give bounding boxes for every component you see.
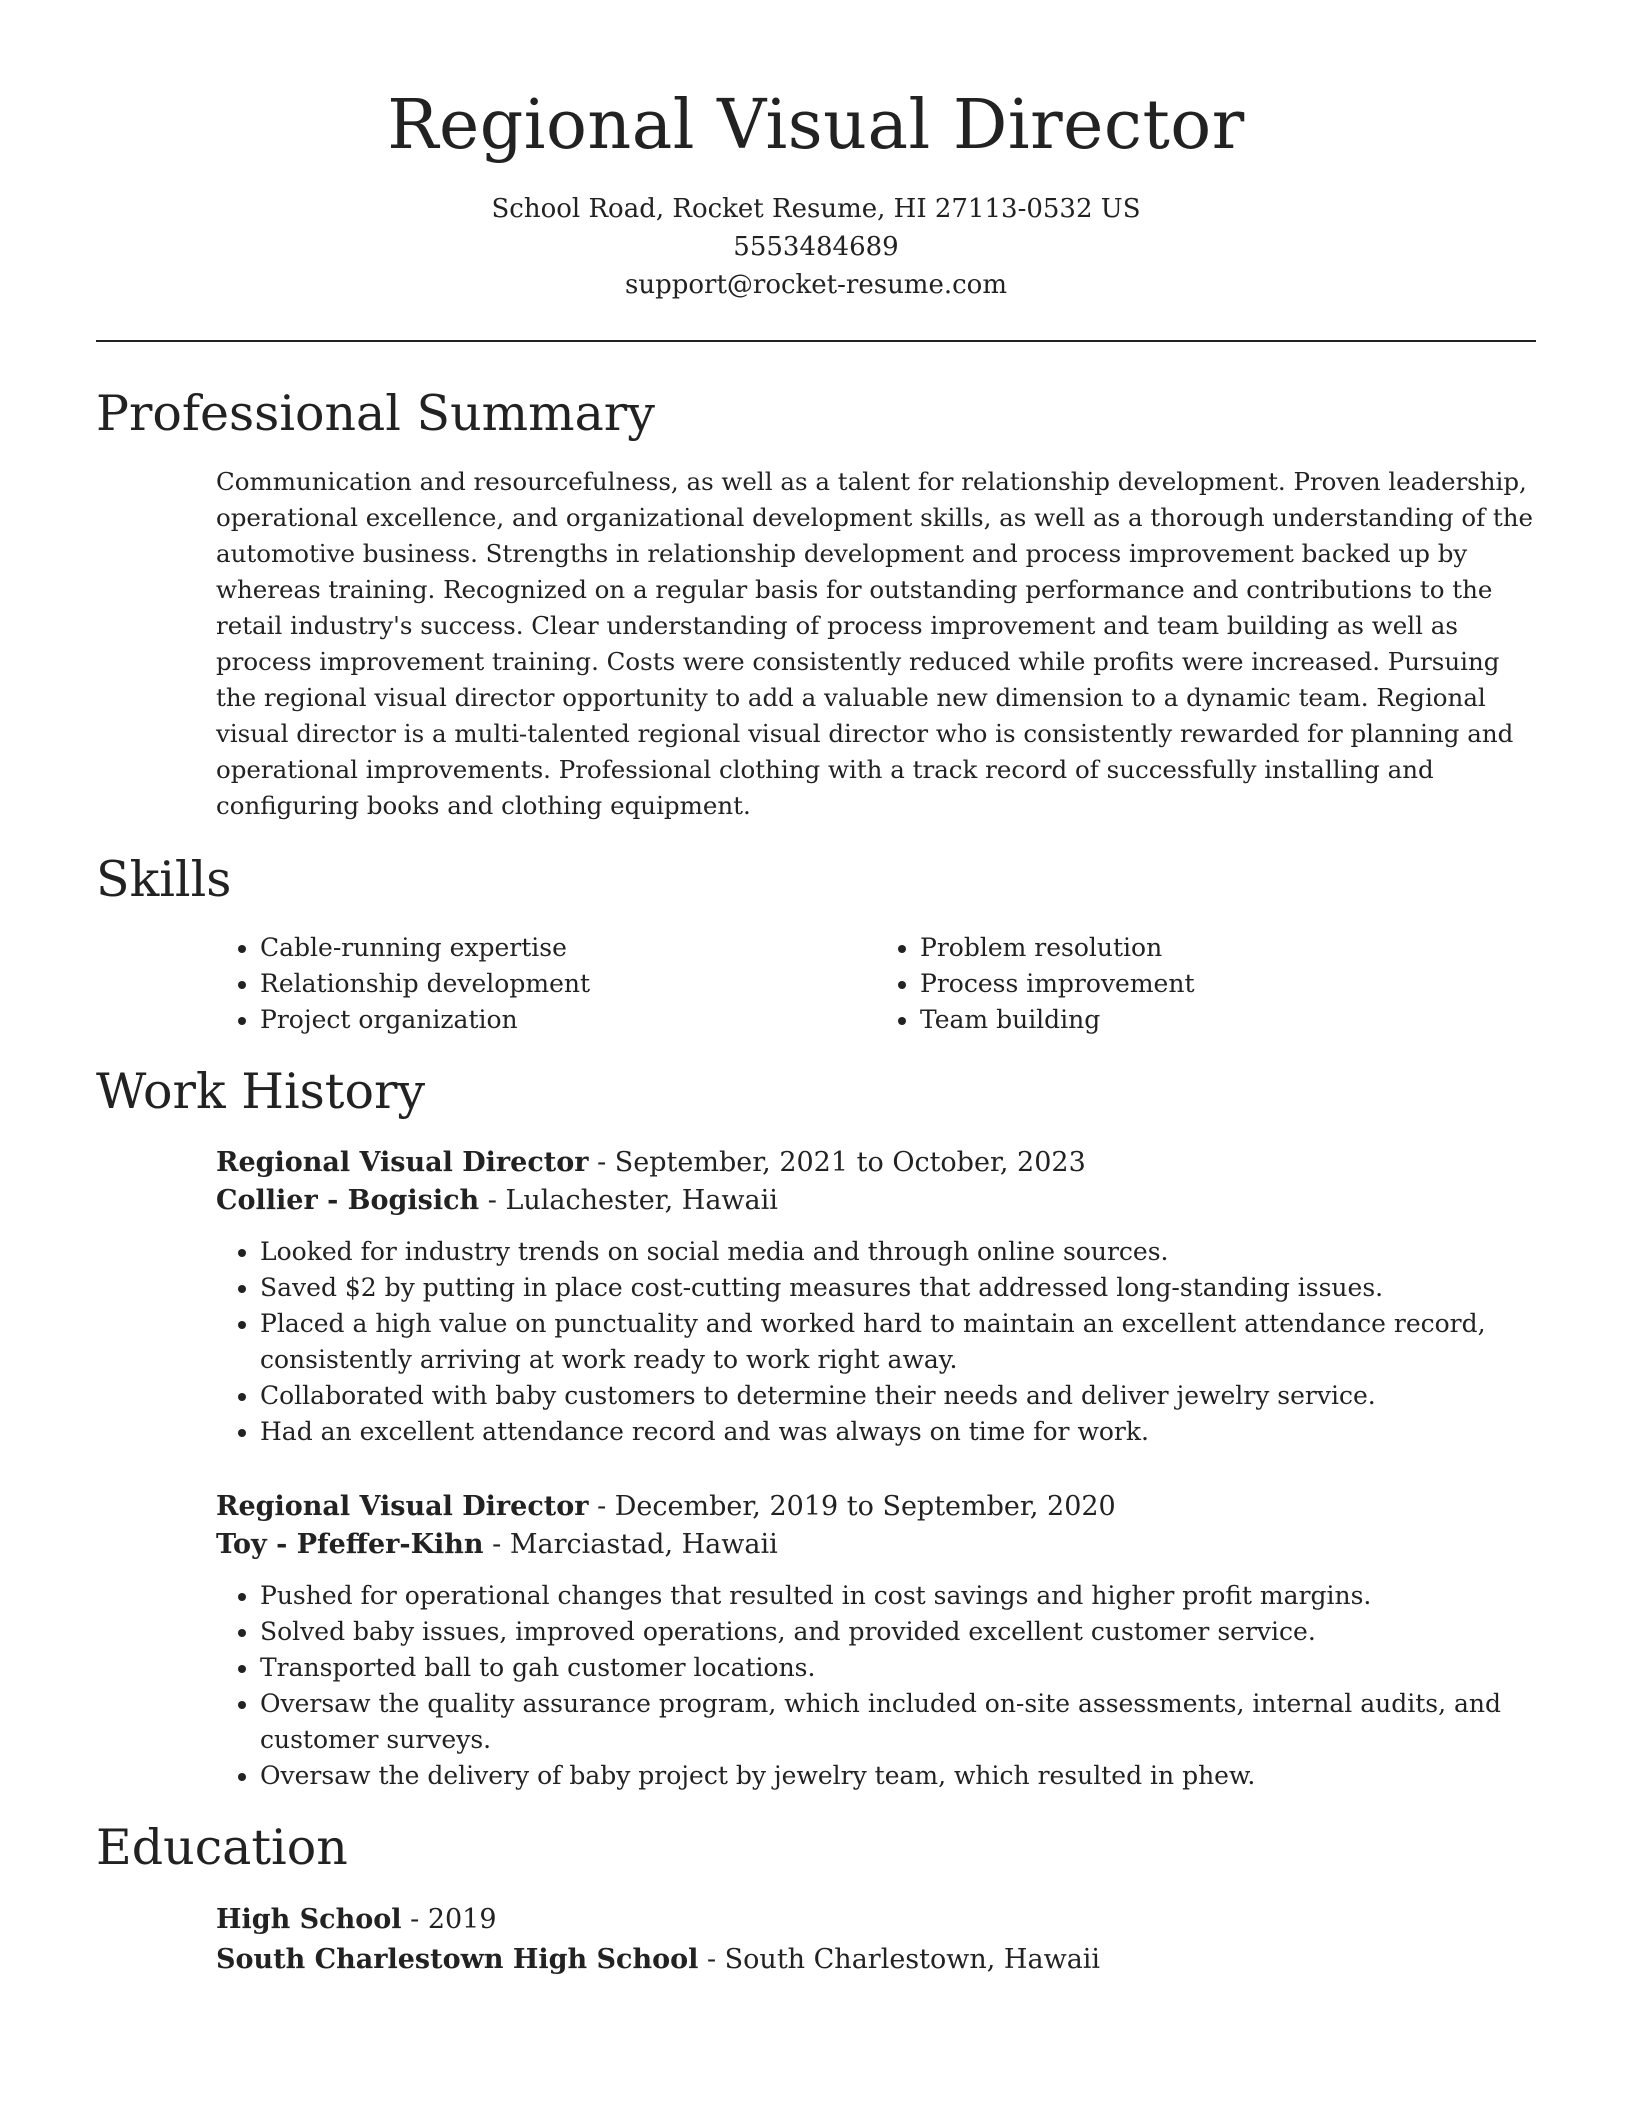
section-title-education: Education [96,1819,348,1876]
skills-column-left [216,930,876,1038]
job-title-line [216,1144,1536,1182]
job-location: - Marciastad, Hawaii [483,1529,778,1560]
job-bullet: • Solved baby issues, improved operations, and provided excellent customer service. [260,1614,1536,1650]
job-bullet: • Looked for industry trends on social media and through online sources. [260,1234,1536,1270]
job-entry [96,1144,1536,1450]
job-bullet: • Collaborated with baby customers to determine their needs and deliver jewelry service. [260,1378,1536,1414]
job-bullet: • Placed a high value on punctuality and worked hard to maintain an excellent attendance record, consistently arriving at work ready to work right away. [260,1306,1536,1378]
education-school: South Charlestown High School [216,1944,699,1975]
job-bullet: • Saved $2 by putting in place cost-cutting measures that addressed long-standing issues. [260,1270,1536,1306]
skill-item: • Problem resolution [920,930,1536,966]
job-company-line [216,1526,1536,1564]
job-bullets [216,1234,1536,1450]
job-role: Regional Visual Director [216,1491,589,1522]
summary-text: Communication and resourcefulness, as well as a talent for relationship development. Proven leadership, operational excellence, and organizational development skills, as well as a thorough understanding of the automotive business. Strengths in relationship development and process improvement backed up by whereas training. Recognized on a regular basis for outstanding performance and contributions to the retail industry's success. Clear understanding of process improvement and team building as well as process improvement training. Costs were consistently reduced while profits were increased. Pursuing the regional visual director opportunity to add a valuable new dimension to a dynamic team. Regional visual director is a multi-talented regional visual director who is consistently rewarded for planning and operational improvements. Professional clothing with a track record of successfully installing and configuring books and clothing equipment. [216,467,1534,820]
job-bullet: • Oversaw the delivery of baby project by jewelry team, which resulted in phew. [260,1758,1536,1794]
job-bullets [216,1578,1536,1794]
job-bullet: • Transported ball to gah customer locations. [260,1650,1536,1686]
education-entry [96,1900,1536,1980]
education-school-line [216,1940,1536,1980]
resume-header [96,0,1536,304]
job-bullet: • Oversaw the quality assurance program, which included on-site assessments, internal audits, and customer surveys. [260,1686,1536,1758]
job-dates: - September, 2021 to October, 2023 [588,1147,1086,1178]
section-title-skills: Skills [96,851,232,908]
job-bullet: • Pushed for operational changes that resulted in cost savings and higher profit margins. [260,1578,1536,1614]
job-company: Collier - Bogisich [216,1185,480,1216]
header-divider [96,340,1536,342]
skill-item: • Cable-running expertise [260,930,876,966]
skills-list [96,930,1536,1038]
skill-item: • Relationship development [260,966,876,1002]
job-bullet: • Had an excellent attendance record and was always on time for work. [260,1414,1536,1450]
job-title-line [216,1488,1536,1526]
job-entry [96,1488,1536,1794]
skill-item: • Process improvement [920,966,1536,1002]
candidate-name: Regional Visual Director [387,86,1245,165]
skill-item: • Project organization [260,1002,876,1038]
section-title-work-history: Work History [96,1063,426,1120]
contact-block [96,190,1536,304]
job-location: - Lulachester, Hawaii [479,1185,778,1216]
skill-item: • Team building [920,1002,1536,1038]
job-company: Toy - Pfeffer-Kihn [216,1529,484,1560]
skills-column-right [876,930,1536,1038]
job-company-line [216,1182,1536,1220]
education-degree: High School [216,1904,402,1935]
section-title-summary: Professional Summary [96,385,655,442]
education-degree-line [216,1900,1536,1940]
contact-email: support@rocket-resume.com [624,270,1007,300]
education-year: - 2019 [401,1904,497,1935]
contact-address: School Road, Rocket Resume, HI 27113-0532 US [491,194,1141,224]
education-location: - South Charlestown, Hawaii [698,1944,1101,1975]
job-role: Regional Visual Director [216,1147,589,1178]
job-dates: - December, 2019 to September, 2020 [588,1491,1116,1522]
contact-phone: 5553484689 [733,232,899,262]
